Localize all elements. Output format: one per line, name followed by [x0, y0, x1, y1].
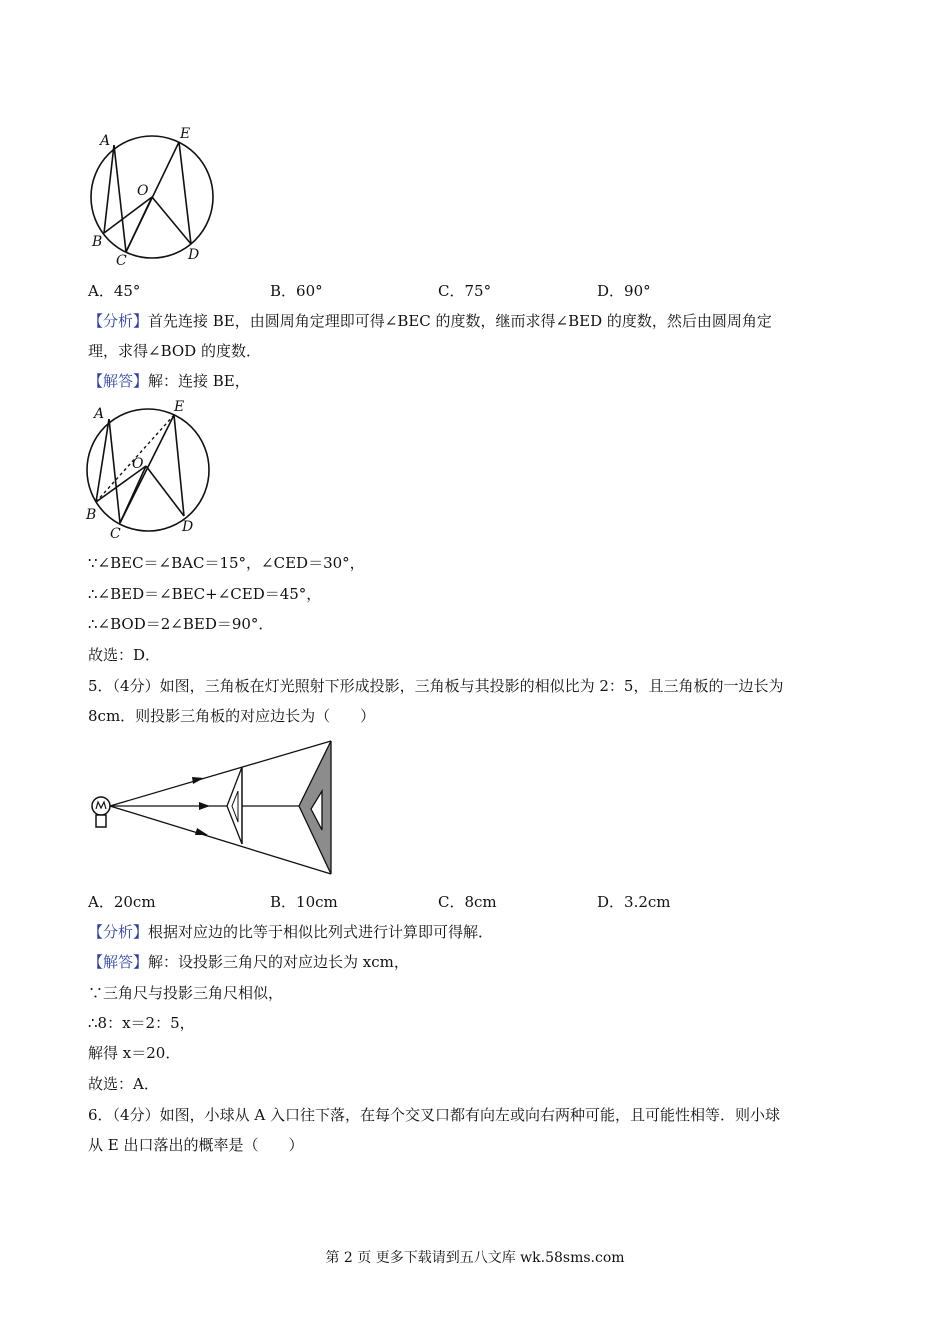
circle-figure-1 [86, 125, 221, 270]
q4-step-1: ∵∠BEC＝∠BAC＝15°，∠CED＝30°， [88, 554, 365, 572]
label-A: A [94, 406, 105, 422]
chord-AC [109, 419, 120, 523]
label-O: O [132, 456, 144, 472]
label-E: E [180, 126, 191, 142]
circle-outline [87, 409, 209, 531]
page-footer: 第 2 页 更多下载请到五八文库 wk.58sms.com [325, 1250, 625, 1266]
label-B: B [86, 507, 97, 523]
q4-step-3: ∴∠BOD＝2∠BED＝90°． [88, 615, 274, 633]
q4-answer-line: 【解答】解：连接 BE， [88, 372, 250, 390]
q5-question-line-1: 5．（4分）如图，三角板在灯光照射下形成投影，三角板与其投影的相似比为 2：5，且三角板的一边长为 [88, 677, 784, 695]
label-A: A [100, 133, 111, 149]
q5-option-d: D．3.2cm [597, 893, 671, 911]
label-B: B [92, 234, 103, 250]
label-D: D [188, 247, 200, 263]
q5-step-1: ∵三角尺与投影三角尺相似， [88, 984, 284, 1002]
q4-option-a: A．45° [88, 282, 141, 300]
q4-option-d: D．90° [597, 282, 651, 300]
label-C: C [110, 526, 121, 542]
q5-step-3: 解得 x＝20． [88, 1044, 181, 1062]
chord-AB [96, 419, 109, 502]
segment-OD [152, 197, 191, 244]
lamp-base [96, 815, 106, 827]
light-ray-top [110, 741, 331, 806]
q5-option-b: B．10cm [270, 893, 338, 911]
q6-question-line-1: 6．（4分）如图，小球从 A 入口往下落，在每个交叉口都有向左或向右两种可能，且可能性相等．则小球 [88, 1106, 780, 1124]
projection-figure [86, 736, 340, 881]
q5-option-c: C．8cm [438, 893, 497, 911]
chord-ED [179, 142, 191, 244]
q4-option-b: B．60° [270, 282, 323, 300]
label-E: E [174, 400, 185, 415]
label-O: O [137, 183, 149, 199]
q5-step-4: 故选：A． [88, 1075, 159, 1093]
chord-AC [114, 145, 126, 252]
q4-analysis-line-2: 理，求得∠BOD 的度数． [88, 342, 261, 360]
q5-option-a: A．20cm [88, 893, 156, 911]
arrow-middle [199, 802, 210, 810]
chord-EC [120, 415, 174, 523]
lamp-icon [92, 797, 110, 815]
segment-OD [146, 466, 184, 516]
q4-step-2: ∴∠BED＝∠BEC+∠CED＝45°， [88, 585, 322, 603]
q5-step-2: ∴8：x＝2：5， [88, 1014, 195, 1032]
light-ray-bottom [110, 806, 331, 874]
circle-figure-2 [84, 400, 219, 545]
q4-step-4: 故选：D． [88, 646, 161, 664]
label-C: C [116, 253, 127, 269]
chord-EC [126, 142, 179, 252]
q5-analysis-line: 【分析】根据对应边的比等于相似比列式进行计算即可得解． [88, 923, 494, 941]
arrow-top [192, 777, 204, 784]
label-D: D [182, 519, 194, 535]
projection-triangle [299, 741, 331, 874]
q5-answer-line: 【解答】解：设投影三角尺的对应边长为 xcm， [88, 953, 409, 971]
q4-analysis-line-1: 【分析】首先连接 BE，由圆周角定理即可得∠BEC 的度数，继而求得∠BED 的度数，然后由圆周角定 [88, 312, 772, 330]
q5-question-line-2: 8cm．则投影三角板的对应边长为（ ） [88, 707, 376, 725]
q4-option-c: C．75° [438, 282, 492, 300]
q6-question-line-2: 从 E 出口落出的概率是（ ） [88, 1136, 304, 1154]
arrow-bottom [195, 828, 208, 835]
segment-BO [104, 197, 152, 233]
chord-ED [174, 415, 184, 516]
